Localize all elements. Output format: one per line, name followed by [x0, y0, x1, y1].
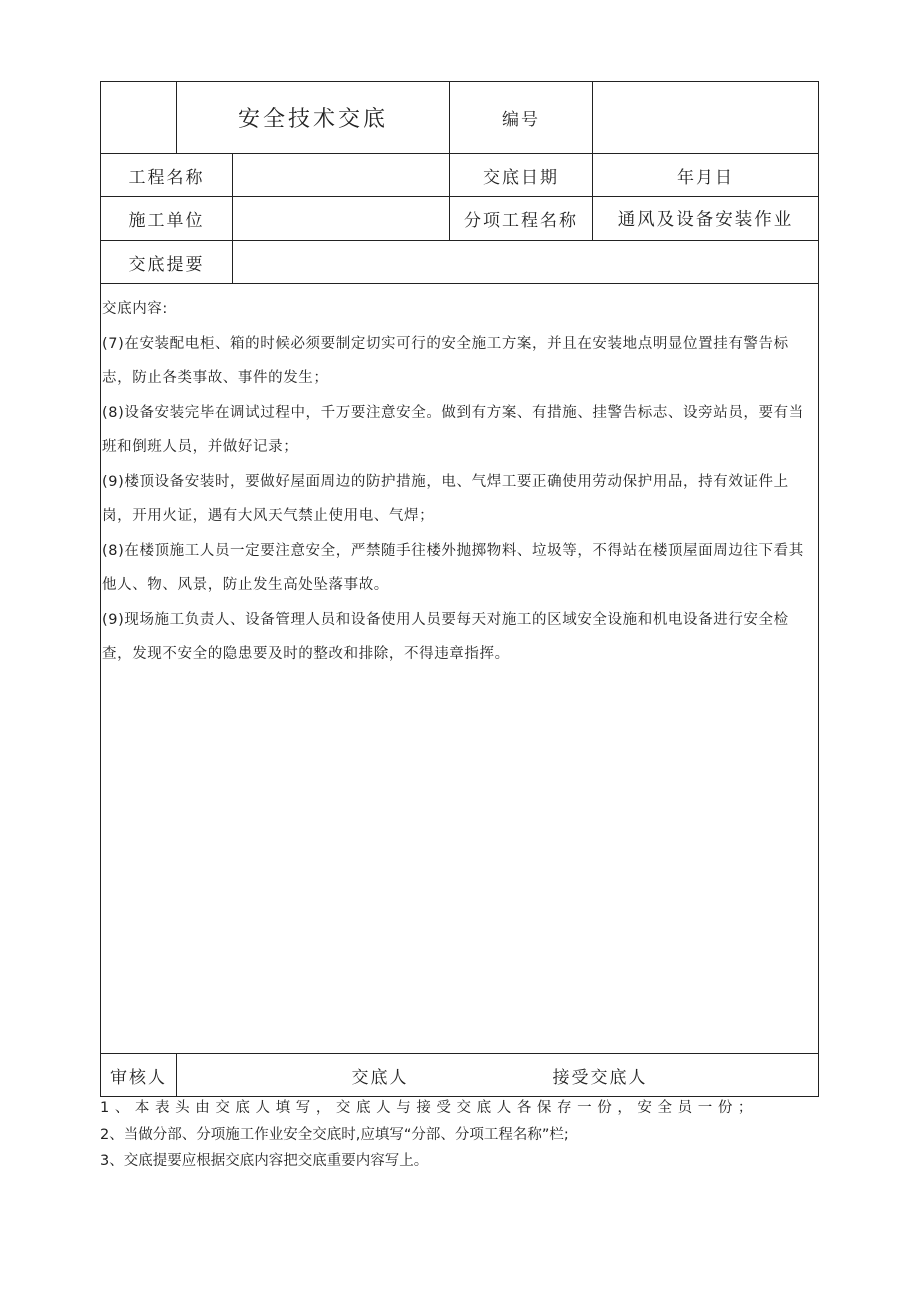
construction-unit-label: 施工单位 — [128, 211, 205, 231]
table-rule-4 — [100, 283, 819, 284]
construction-unit-value[interactable] — [233, 197, 449, 240]
date-label: 交底日期 — [483, 167, 559, 188]
reviewer-label: 审核人 — [110, 1067, 167, 1088]
note-item: 2、当做分部、分项施工作业安全交底时,应填写“分部、分项工程名称”栏; — [100, 1126, 569, 1143]
page-title: 安全技术交底 — [237, 107, 388, 132]
disclosure-content — [102, 292, 812, 672]
note-item: 3、交底提要应根据交底内容把交底重要内容写上。 — [100, 1153, 429, 1169]
content-heading: 交底内容: — [102, 301, 168, 317]
number-value[interactable] — [593, 82, 818, 153]
discloser-label: 交底人 — [351, 1067, 409, 1088]
project-name-label: 工程名称 — [128, 167, 205, 188]
date-value[interactable]: 年月日 — [677, 167, 734, 188]
receiver-label: 接受交底人 — [552, 1067, 648, 1088]
summary-value[interactable] — [233, 241, 818, 283]
sub-project-label: 分项工程名称 — [464, 211, 578, 231]
table-rule-5 — [100, 1053, 819, 1054]
sub-project-value[interactable]: 通风及设备安装作业 — [617, 210, 794, 230]
content-paragraph: (8)设备安装完毕在调试过程中，千万要注意安全。做到有方案、有措施、挂警告标志、设旁站员，要有当班和倒班人员，并做好记录； — [102, 404, 804, 455]
content-paragraph: (9)现场施工负责人、设备管理人员和设备使用人员要每天对施工的区域安全设施和机电设备进行安全检查，发现不安全的隐患要及时的整改和排除，不得违章指挥。 — [102, 611, 789, 662]
content-paragraph: (8)在楼顶施工人员一定要注意安全，严禁随手往楼外抛掷物料、垃圾等，不得站在楼顶屋面周边往下看其他人、物、风景，防止发生高处坠落事故。 — [102, 542, 804, 593]
project-name-value[interactable] — [233, 154, 449, 196]
content-paragraph: (7)在安装配电柜、箱的时候必须要制定切实可行的安全施工方案，并且在安装地点明显位置挂有警告标志，防止各类事故、事件的发生； — [102, 335, 789, 386]
form-notes — [100, 1095, 820, 1175]
number-label: 编号 — [502, 110, 540, 130]
note-item: 1、本表头由交底人填写，交底人与接受交底人各保存一份，安全员一份； — [100, 1100, 759, 1116]
summary-label: 交底提要 — [128, 254, 205, 275]
table-border-right — [818, 81, 819, 1097]
table-col-footer — [176, 1053, 177, 1096]
content-paragraph: (9)楼顶设备安装时，要做好屋面周边的防护措施，电、气焊工要正确使用劳动保护用品，持有效证件上岗，开用火证，遇有大风天气禁止使用电、气焊； — [102, 473, 789, 524]
